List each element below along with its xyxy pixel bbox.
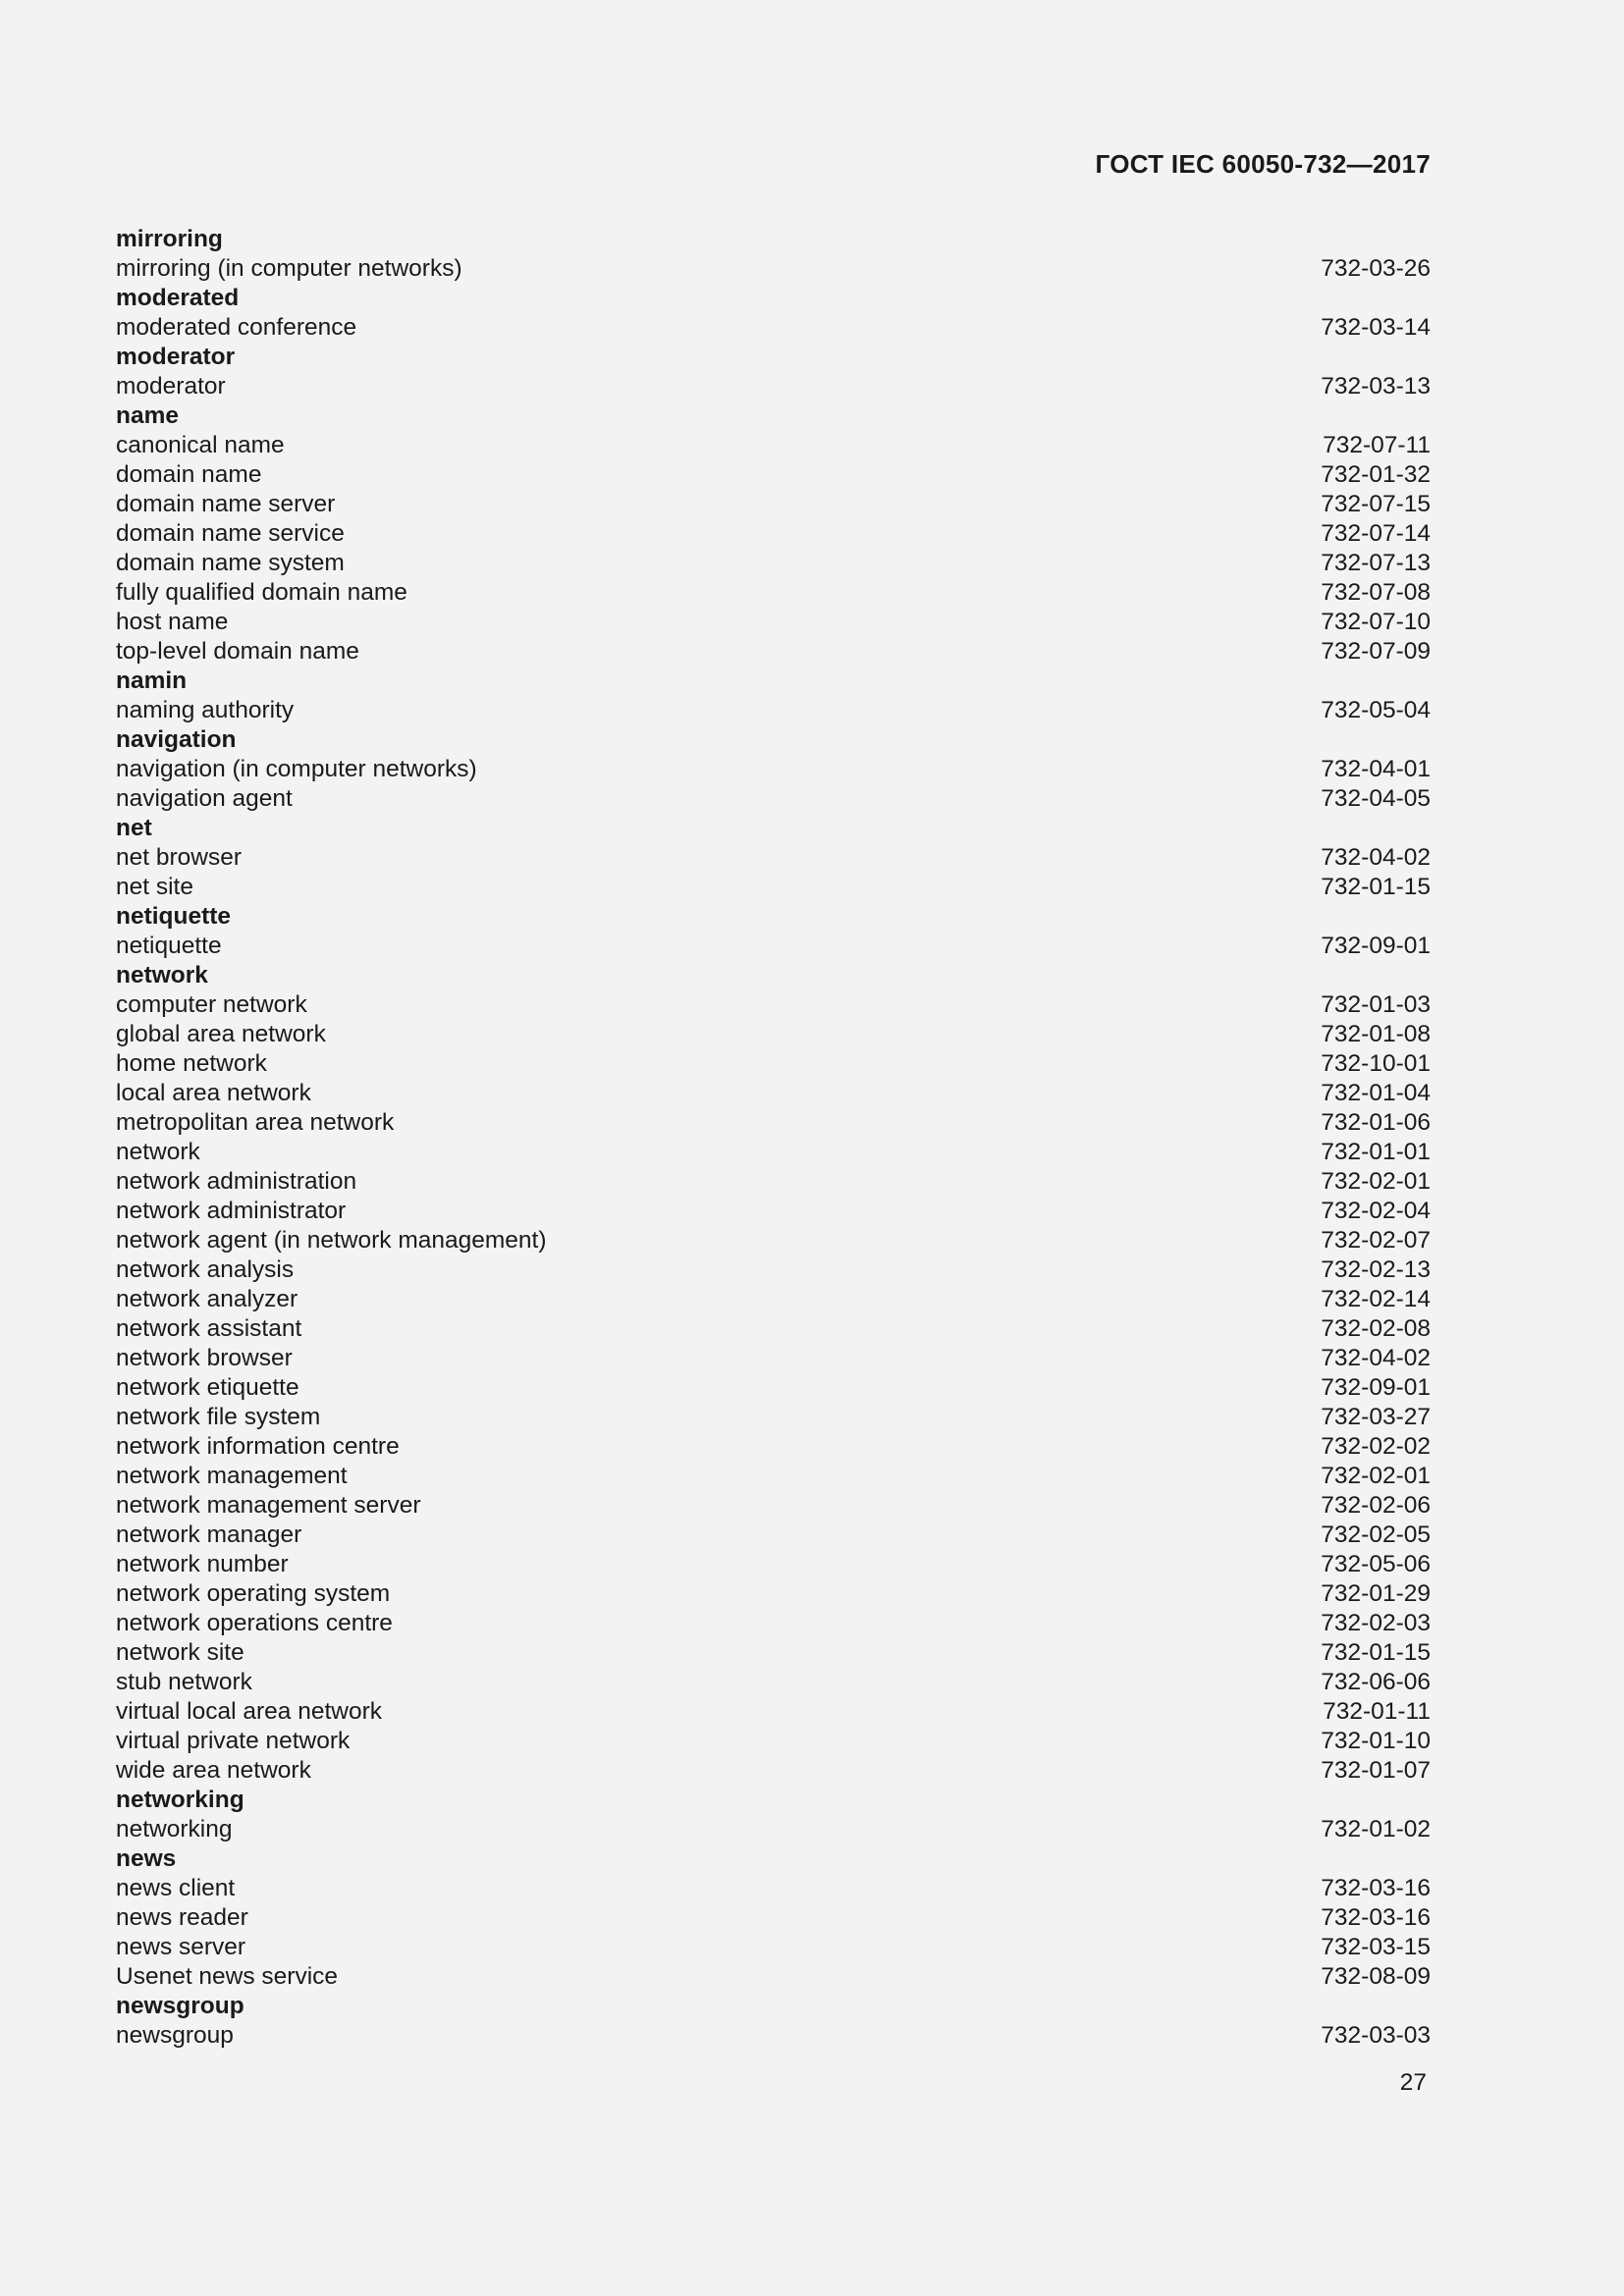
index-entry-reference: 732-03-13 xyxy=(1321,373,1431,400)
index-entry-reference: 732-05-06 xyxy=(1321,1551,1431,1577)
index-entry xyxy=(116,1756,1431,1786)
index-entry-reference: 732-04-02 xyxy=(1321,1345,1431,1371)
index-entry-term: net site xyxy=(116,874,193,900)
index-entry-term: home network xyxy=(116,1050,267,1077)
index-entry xyxy=(116,755,1431,784)
index-section-heading: mirroring xyxy=(116,226,223,252)
index-entry-term: network assistant xyxy=(116,1315,302,1342)
index-entry xyxy=(116,1491,1431,1521)
index-entry-reference: 732-09-01 xyxy=(1321,933,1431,959)
index-entry-term: domain name xyxy=(116,461,262,488)
index-entry xyxy=(116,1609,1431,1638)
index-entry xyxy=(116,313,1431,343)
index-entry xyxy=(116,431,1431,460)
index-entry xyxy=(116,1079,1431,1108)
index-entry-term: computer network xyxy=(116,991,307,1018)
index-entry-reference: 732-01-06 xyxy=(1321,1109,1431,1136)
index-entry-term: domain name system xyxy=(116,550,345,576)
index-entry xyxy=(116,1697,1431,1727)
index-entry-term: moderated conference xyxy=(116,314,357,341)
index-entry-term: host name xyxy=(116,609,229,635)
index-entry-term: domain name service xyxy=(116,520,345,547)
index-entry-term: network etiquette xyxy=(116,1374,299,1401)
index-entry-reference: 732-01-15 xyxy=(1321,1639,1431,1666)
index-entry xyxy=(116,1874,1431,1903)
index-entry-reference: 732-03-15 xyxy=(1321,1934,1431,1960)
index-entry-reference: 732-02-01 xyxy=(1321,1463,1431,1489)
index-entry-term: news client xyxy=(116,1875,236,1901)
index-entry xyxy=(116,1550,1431,1579)
index-entry xyxy=(116,460,1431,490)
index-section-heading: name xyxy=(116,402,180,429)
index-entry-term: naming authority xyxy=(116,697,295,723)
index-entry-term: news server xyxy=(116,1934,246,1960)
index-entry-reference: 732-09-01 xyxy=(1321,1374,1431,1401)
index-entry-term: local area network xyxy=(116,1080,311,1106)
index-entry-term: wide area network xyxy=(116,1757,311,1784)
index-entry-term: navigation agent xyxy=(116,785,293,812)
index-entry-term: network number xyxy=(116,1551,289,1577)
index-entry-term: networking xyxy=(116,1816,233,1842)
index-entry xyxy=(116,1962,1431,1992)
index-entry-reference: 732-03-27 xyxy=(1321,1404,1431,1430)
index-entry xyxy=(116,1285,1431,1314)
index-entry xyxy=(116,1668,1431,1697)
index-entry-term: network site xyxy=(116,1639,244,1666)
index-entry xyxy=(116,2021,1431,2051)
index-entry xyxy=(116,1403,1431,1432)
index-entry-term: network administrator xyxy=(116,1198,347,1224)
index-entry-term: stub network xyxy=(116,1669,252,1695)
index-entry-term: network manager xyxy=(116,1522,302,1548)
index-entry-term: net browser xyxy=(116,844,243,871)
index-entry-term: virtual local area network xyxy=(116,1698,382,1725)
index-entry-reference: 732-07-09 xyxy=(1321,638,1431,665)
index-entry xyxy=(116,1167,1431,1197)
index-entry xyxy=(116,490,1431,519)
index-entry xyxy=(116,1462,1431,1491)
index-entry-reference: 732-08-09 xyxy=(1321,1963,1431,1990)
index-entry-reference: 732-03-16 xyxy=(1321,1904,1431,1931)
index-entry xyxy=(116,254,1431,284)
index-entry-reference: 732-07-08 xyxy=(1321,579,1431,606)
index-entry-term: global area network xyxy=(116,1021,326,1047)
index-entry-term: canonical name xyxy=(116,432,285,458)
index-entry-term: network management xyxy=(116,1463,348,1489)
index-entry-reference: 732-07-13 xyxy=(1321,550,1431,576)
index-section-heading: network xyxy=(116,962,208,988)
index-entry-reference: 732-05-04 xyxy=(1321,697,1431,723)
index-section-heading: moderated xyxy=(116,285,240,311)
index-entry xyxy=(116,696,1431,725)
index-entry xyxy=(116,1049,1431,1079)
index-entry-reference: 732-01-29 xyxy=(1321,1580,1431,1607)
index-section-heading: news xyxy=(116,1845,177,1872)
index-entry-term: network information centre xyxy=(116,1433,400,1460)
index-entry xyxy=(116,1432,1431,1462)
index-section-heading: netiquette xyxy=(116,903,232,930)
index-entry-reference: 732-01-03 xyxy=(1321,991,1431,1018)
index-entry xyxy=(116,1138,1431,1167)
page-number: 27 xyxy=(1399,2069,1427,2096)
index-entry-term: news reader xyxy=(116,1904,248,1931)
index-entry-term: network operating system xyxy=(116,1580,391,1607)
index-entry-term: netiquette xyxy=(116,933,222,959)
index-entry-reference: 732-01-02 xyxy=(1321,1816,1431,1842)
document-header: ГОСТ IEC 60050-732—2017 xyxy=(1095,149,1431,179)
index-entry-reference: 732-01-10 xyxy=(1321,1728,1431,1754)
index-entry-reference: 732-02-03 xyxy=(1321,1610,1431,1636)
index-entry-term: domain name server xyxy=(116,491,336,517)
index-entry-reference: 732-01-11 xyxy=(1323,1698,1431,1725)
index-entry-reference: 732-02-04 xyxy=(1321,1198,1431,1224)
index-entry xyxy=(116,549,1431,578)
index-entry-reference: 732-02-05 xyxy=(1321,1522,1431,1548)
term-index xyxy=(116,225,1431,2051)
index-entry xyxy=(116,608,1431,637)
index-entry-reference: 732-02-14 xyxy=(1321,1286,1431,1312)
index-entry-reference: 732-10-01 xyxy=(1321,1050,1431,1077)
index-entry-reference: 732-03-03 xyxy=(1321,2022,1431,2049)
index-entry-reference: 732-07-11 xyxy=(1323,432,1431,458)
index-entry-reference: 732-07-14 xyxy=(1321,520,1431,547)
index-entry-reference: 732-01-07 xyxy=(1321,1757,1431,1784)
index-section-heading: moderator xyxy=(116,344,236,370)
index-entry-reference: 732-03-26 xyxy=(1321,255,1431,282)
index-entry-term: metropolitan area network xyxy=(116,1109,395,1136)
index-entry-reference: 732-01-01 xyxy=(1321,1139,1431,1165)
index-entry-reference: 732-02-01 xyxy=(1321,1168,1431,1195)
index-entry xyxy=(116,637,1431,667)
index-entry-reference: 732-01-08 xyxy=(1321,1021,1431,1047)
index-entry xyxy=(116,784,1431,814)
index-entry-reference: 732-01-04 xyxy=(1321,1080,1431,1106)
index-entry-term: network administration xyxy=(116,1168,357,1195)
index-entry xyxy=(116,372,1431,401)
index-entry xyxy=(116,1373,1431,1403)
index-entry-reference: 732-01-32 xyxy=(1321,461,1431,488)
index-entry-reference: 732-02-06 xyxy=(1321,1492,1431,1519)
index-entry xyxy=(116,843,1431,873)
index-entry-term: network operations centre xyxy=(116,1610,393,1636)
index-entry-term: network analysis xyxy=(116,1256,295,1283)
index-entry xyxy=(116,873,1431,902)
index-entry-reference: 732-04-01 xyxy=(1321,756,1431,782)
index-section-heading: namin xyxy=(116,667,188,694)
index-entry-reference: 732-02-02 xyxy=(1321,1433,1431,1460)
index-entry-term: network browser xyxy=(116,1345,293,1371)
index-section-heading: newsgroup xyxy=(116,1993,244,2019)
index-entry xyxy=(116,1727,1431,1756)
index-entry-reference: 732-07-10 xyxy=(1321,609,1431,635)
index-entry-reference: 732-07-15 xyxy=(1321,491,1431,517)
index-entry-term: network xyxy=(116,1139,200,1165)
index-section-heading: net xyxy=(116,815,152,841)
index-entry-reference: 732-03-16 xyxy=(1321,1875,1431,1901)
index-entry-reference: 732-06-06 xyxy=(1321,1669,1431,1695)
index-entry-term: virtual private network xyxy=(116,1728,351,1754)
index-entry-term: network analyzer xyxy=(116,1286,298,1312)
index-entry-reference: 732-02-13 xyxy=(1321,1256,1431,1283)
index-entry-reference: 732-02-08 xyxy=(1321,1315,1431,1342)
index-entry-reference: 732-04-05 xyxy=(1321,785,1431,812)
index-entry xyxy=(116,1314,1431,1344)
index-entry-term: top-level domain name xyxy=(116,638,359,665)
index-entry-reference: 732-02-07 xyxy=(1321,1227,1431,1254)
index-entry-term: navigation (in computer networks) xyxy=(116,756,477,782)
index-entry xyxy=(116,1933,1431,1962)
index-entry-reference: 732-04-02 xyxy=(1321,844,1431,871)
index-entry-reference: 732-03-14 xyxy=(1321,314,1431,341)
index-entry xyxy=(116,1108,1431,1138)
index-entry-term: fully qualified domain name xyxy=(116,579,407,606)
index-entry xyxy=(116,1344,1431,1373)
index-entry-term: network file system xyxy=(116,1404,321,1430)
index-entry-term: mirroring (in computer networks) xyxy=(116,255,462,282)
index-entry xyxy=(116,1521,1431,1550)
index-entry-term: moderator xyxy=(116,373,226,400)
index-entry xyxy=(116,1020,1431,1049)
index-section-heading: navigation xyxy=(116,726,237,753)
index-entry-term: Usenet news service xyxy=(116,1963,339,1990)
index-section-heading: networking xyxy=(116,1787,244,1813)
index-entry-term: network management server xyxy=(116,1492,421,1519)
index-entry-term: newsgroup xyxy=(116,2022,234,2049)
index-entry xyxy=(116,932,1431,961)
index-entry xyxy=(116,519,1431,549)
index-entry-term: network agent (in network management) xyxy=(116,1227,547,1254)
index-entry xyxy=(116,578,1431,608)
index-entry xyxy=(116,1579,1431,1609)
index-entry xyxy=(116,1255,1431,1285)
index-entry xyxy=(116,1903,1431,1933)
index-entry xyxy=(116,990,1431,1020)
index-entry xyxy=(116,1197,1431,1226)
index-entry-reference: 732-01-15 xyxy=(1321,874,1431,900)
index-entry xyxy=(116,1815,1431,1844)
index-entry xyxy=(116,1638,1431,1668)
index-entry xyxy=(116,1226,1431,1255)
